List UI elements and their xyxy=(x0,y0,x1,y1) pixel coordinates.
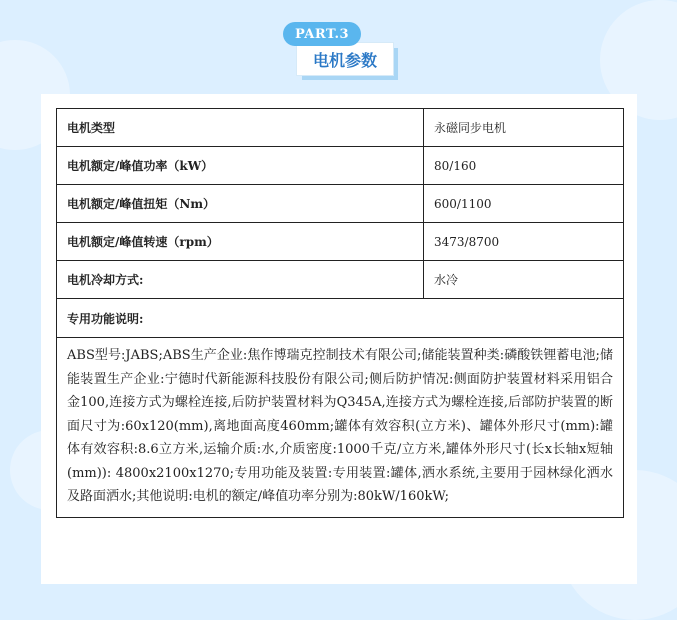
table-row xyxy=(57,338,624,518)
function-description: ABS型号:JABS;ABS生产企业:焦作博瑞克控制技术有限公司;储能装置种类:磷酸铁锂蓄电池;储能装置生产企业:宁德时代新能源科技股份有限公司;侧后防护情况:侧面防护装置材料采用铝合金100,连接方式为螺栓连接,后防护装置材料为Q345A,连接方式为螺栓连接,后部防护装置的断面尺寸为:60x120(mm),离地面高度460mm;罐体有效容积(立方米)、罐体外形尺寸(mm):罐体有效容积:8.6立方米,运输介质:水,介质密度:1000千克/立方米,罐体外形尺寸(长x长轴x短轴(mm)): 4800x2100x1270;专用功能及装置:专用装置:罐体,洒水系统,主要用于园林绿化洒水及路面洒水;其他说明:电机的额定/峰值功率分别为:80kW/160kW; xyxy=(57,338,624,518)
spec-label: 电机额定/峰值转速（rpm） xyxy=(57,223,424,261)
table-row xyxy=(57,299,624,338)
spec-value: 80/160 xyxy=(424,147,624,185)
spec-value: 永磁同步电机 xyxy=(424,109,624,147)
table-row xyxy=(57,147,624,185)
section-title: 电机参数 xyxy=(296,42,394,76)
section-badge: PART.3 xyxy=(283,22,361,46)
spec-card xyxy=(41,94,637,584)
table-row xyxy=(57,185,624,223)
spec-label: 电机类型 xyxy=(57,109,424,147)
function-label: 专用功能说明: xyxy=(57,299,624,338)
table-row xyxy=(57,109,624,147)
spec-label: 电机冷却方式: xyxy=(57,261,424,299)
motor-spec-table xyxy=(56,108,624,518)
spec-value: 3473/8700 xyxy=(424,223,624,261)
spec-label: 电机额定/峰值扭矩（Nm） xyxy=(57,185,424,223)
spec-label: 电机额定/峰值功率（kW） xyxy=(57,147,424,185)
table-row xyxy=(57,223,624,261)
spec-value: 水冷 xyxy=(424,261,624,299)
spec-value: 600/1100 xyxy=(424,185,624,223)
table-row xyxy=(57,261,624,299)
